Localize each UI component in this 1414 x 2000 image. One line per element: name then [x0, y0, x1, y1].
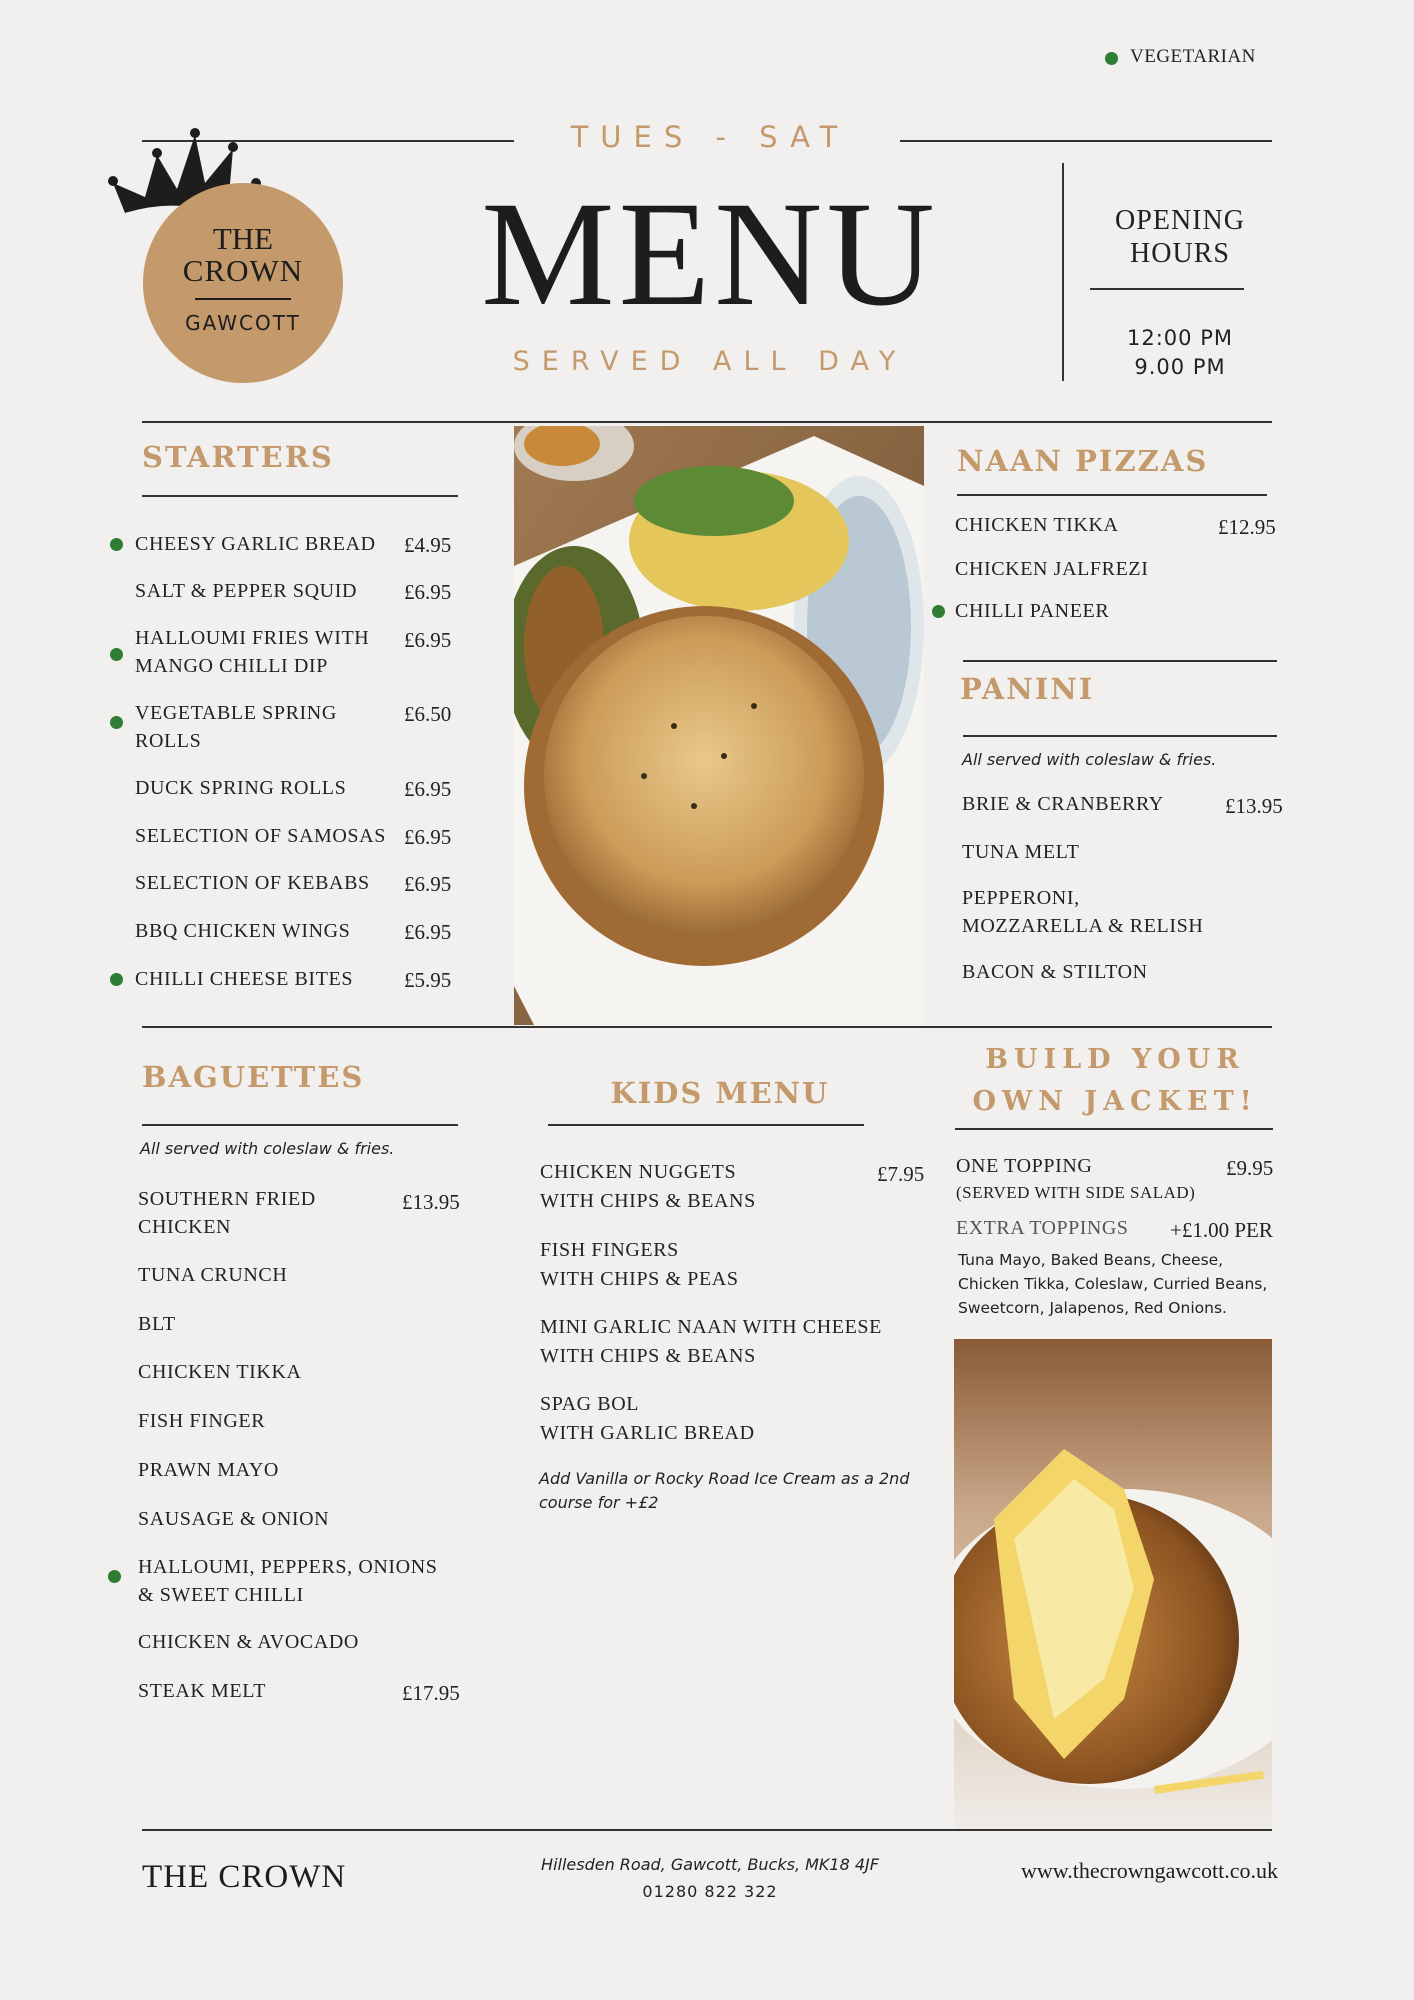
jacket-side-salad-note: (SERVED WITH SIDE SALAD) [956, 1183, 1196, 1202]
baguette-item-steak-melt: STEAK MELT [138, 1680, 267, 1702]
kids-item-garlic-naan-line1: MINI GARLIC NAAN WITH CHEESE [540, 1316, 882, 1338]
starter-item-duck-spring-rolls: DUCK SPRING ROLLS [135, 777, 347, 799]
starter-item-kebabs: SELECTION OF KEBABS [135, 872, 370, 894]
logo-text-the: THE [212, 221, 274, 256]
starters-rule [142, 495, 458, 497]
kids-item-garlic-naan-line2: WITH CHIPS & BEANS [540, 1345, 756, 1367]
jacket-potato-photo [954, 1339, 1272, 1829]
panini-item-pepperoni: PEPPERONI, MOZZARELLA & RELISH [962, 887, 1204, 937]
jacket-extra-toppings-price: +£1.00 PER [1170, 1218, 1273, 1242]
kids-item-nuggets-line1: CHICKEN NUGGETS [540, 1161, 737, 1183]
footer-name: THE CROWN [142, 1859, 347, 1895]
baguette-item-fish-finger: FISH FINGER [138, 1410, 266, 1432]
starter-price-kebabs: £6.95 [404, 872, 452, 896]
starter-item-bbq-chicken-wings: BBQ CHICKEN WINGS [135, 920, 351, 942]
kids-item-spag-bol-line2: WITH GARLIC BREAD [540, 1422, 755, 1444]
baguette-item-halloumi-peppers: HALLOUMI, PEPPERS, ONIONS & SWEET CHILLI [138, 1556, 438, 1606]
baguettes-note: All served with coleslaw & fries. [140, 1139, 395, 1158]
panini-item-bacon-stilton: BACON & STILTON [962, 961, 1148, 983]
served-all-day-label: SERVED ALL DAY [512, 346, 908, 377]
footer-website-link[interactable]: www.thecrowngawcott.co.uk [1021, 1858, 1278, 1883]
section-rule-middle [142, 1026, 1272, 1028]
logo-text-crown: CROWN [182, 253, 304, 288]
starter-item-cheesy-garlic-bread: CHEESY GARLIC BREAD [135, 533, 376, 555]
hours-divider-vertical [1062, 163, 1064, 381]
footer-address: Hillesden Road, Gawcott, Bucks, MK18 4JF [541, 1855, 879, 1874]
starter-price-cheesy-garlic-bread: £4.95 [404, 533, 452, 557]
starter-item-vegetable-spring-rolls: VEGETABLE SPRING ROLLS [135, 702, 337, 752]
veg-dot-chilli-cheese-bites [110, 973, 123, 986]
panini-rule-top [963, 660, 1277, 662]
kids-menu-title: KIDS MENU [610, 1076, 830, 1110]
kids-item-spag-bol-line1: SPAG BOL [540, 1393, 640, 1415]
opening-hours-title-line2: HOURS [1130, 238, 1230, 269]
days-label: TUES - SAT [570, 120, 850, 154]
baguette-item-chicken-avocado: CHICKEN & AVOCADO [138, 1631, 359, 1653]
jacket-title-line2: OWN JACKET! [972, 1086, 1258, 1117]
opening-time: 12:00 PM [1127, 326, 1233, 350]
jacket-one-topping: ONE TOPPING [956, 1155, 1093, 1177]
baguettes-title: BAGUETTES [142, 1060, 365, 1094]
kids-item-nuggets-line2: WITH CHIPS & BEANS [540, 1190, 756, 1212]
section-rule-top [142, 421, 1272, 423]
footer-rule [142, 1829, 1272, 1831]
closing-time: 9.00 PM [1134, 355, 1226, 379]
jacket-toppings-list: Tuna Mayo, Baked Beans, Cheese, Chicken Tikka, Coleslaw, Curried Beans, Sweetcorn, Jalapenos, Red Onions. [958, 1251, 1268, 1317]
baguette-item-blt: BLT [138, 1313, 176, 1335]
starter-price-salt-pepper-squid: £6.95 [404, 580, 452, 604]
starter-price-halloumi-fries: £6.95 [404, 628, 452, 652]
naan-pizzas-title: NAAN PIZZAS [957, 444, 1209, 478]
starter-item-salt-pepper-squid: SALT & PEPPER SQUID [135, 580, 358, 602]
vegetarian-legend-label: VEGETARIAN [1130, 46, 1256, 67]
starter-price-bbq-chicken-wings: £6.95 [404, 920, 452, 944]
menu-title: MENU [481, 171, 939, 337]
starter-item-samosas: SELECTION OF SAMOSAS [135, 825, 386, 847]
veg-dot-cheesy-garlic-bread [110, 538, 123, 551]
veg-dot-chilli-paneer [932, 605, 945, 618]
baguettes-rule [142, 1124, 458, 1126]
starter-price-vegetable-spring-rolls: £6.50 [404, 702, 452, 726]
baguette-price-standard: £13.95 [402, 1190, 460, 1214]
kids-price: £7.95 [877, 1162, 925, 1186]
jacket-title-line1: BUILD YOUR [985, 1044, 1245, 1075]
panini-title: PANINI [960, 672, 1095, 706]
kids-item-fish-fingers-line1: FISH FINGERS [540, 1239, 679, 1261]
kids-item-fish-fingers-line2: WITH CHIPS & PEAS [540, 1268, 739, 1290]
crown-logo [105, 125, 355, 385]
panini-item-tuna-melt: TUNA MELT [962, 841, 1080, 863]
veg-dot-halloumi-peppers [108, 1570, 121, 1583]
pie-photo [514, 426, 924, 1025]
kids-dessert-note: Add Vanilla or Rocky Road Ice Cream as a 2nd course for +£2 [539, 1469, 910, 1512]
panini-rule-bottom [963, 735, 1277, 737]
baguette-item-chicken-tikka: CHICKEN TIKKA [138, 1361, 302, 1383]
veg-dot-vegetable-spring-rolls [110, 716, 123, 729]
baguette-price-steak: £17.95 [402, 1681, 460, 1705]
footer-phone: 01280 822 322 [642, 1882, 778, 1901]
panini-price: £13.95 [1225, 794, 1283, 818]
starter-item-chilli-cheese-bites: CHILLI CHEESE BITES [135, 968, 354, 990]
jacket-extra-toppings-label: EXTRA TOPPINGS [956, 1217, 1129, 1239]
baguette-item-sausage-onion: SAUSAGE & ONION [138, 1508, 330, 1530]
baguette-item-prawn-mayo: PRAWN MAYO [138, 1459, 279, 1481]
naan-item-chicken-jalfrezi: CHICKEN JALFREZI [955, 558, 1149, 580]
hours-rule [1090, 288, 1244, 290]
veg-dot-halloumi-fries [110, 648, 123, 661]
starters-title: STARTERS [142, 440, 334, 474]
panini-item-brie-cranberry: BRIE & CRANBERRY [962, 793, 1164, 815]
jacket-rule [955, 1128, 1273, 1130]
jacket-one-topping-price: £9.95 [1226, 1156, 1274, 1180]
baguette-item-southern-fried-chicken: SOUTHERN FRIED CHICKEN [138, 1188, 316, 1238]
naan-item-chicken-tikka: CHICKEN TIKKA [955, 514, 1119, 536]
vegetarian-legend-dot [1105, 52, 1118, 65]
logo-text-gawcott: GAWCOTT [185, 311, 301, 335]
starter-price-duck-spring-rolls: £6.95 [404, 777, 452, 801]
naan-rule [957, 494, 1267, 496]
baguette-item-tuna-crunch: TUNA CRUNCH [138, 1264, 288, 1286]
opening-hours-title-line1: OPENING [1115, 205, 1245, 236]
logo-divider [195, 298, 291, 300]
starter-price-samosas: £6.95 [404, 825, 452, 849]
starter-price-chilli-cheese-bites: £5.95 [404, 968, 452, 992]
naan-item-chilli-paneer: CHILLI PANEER [955, 600, 1110, 622]
panini-note: All served with coleslaw & fries. [962, 750, 1217, 769]
starter-item-halloumi-fries: HALLOUMI FRIES WITH MANGO CHILLI DIP [135, 627, 370, 677]
naan-price: £12.95 [1218, 515, 1276, 539]
kids-rule [548, 1124, 864, 1126]
